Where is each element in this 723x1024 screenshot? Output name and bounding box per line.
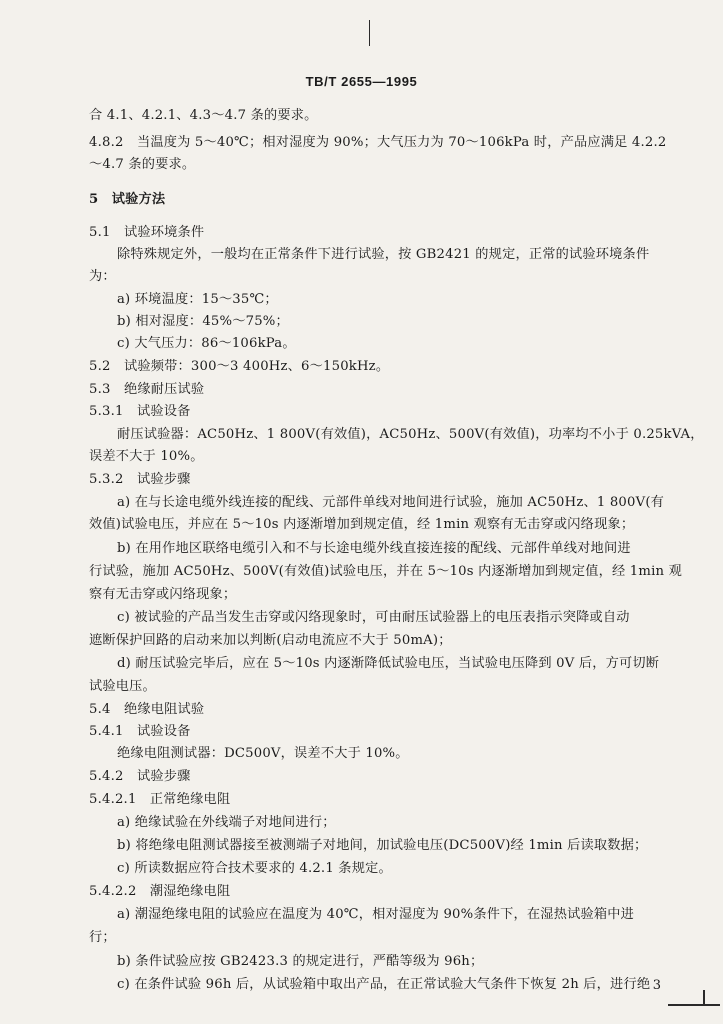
standard-number-header: TB/T 2655—1995	[305, 74, 418, 89]
list-item: b) 将绝缘电阻测试器接至被测端子对地间，加试验电压(DC500V)经 1min 后读取数据；	[117, 838, 648, 853]
text-line: 4.8.2 当温度为 5～40℃；相对湿度为 90%；大气压力为 70～106kPa 时，产品应满足 4.2.2	[89, 135, 667, 150]
subsection-heading: 5.1 试验环境条件	[89, 225, 205, 240]
list-item: a) 潮湿绝缘电阻的试验应在温度为 40℃，相对湿度为 90%条件下，在湿热试验箱中进	[117, 907, 635, 922]
list-item: b) 在用作地区联络电缆引入和不与长途电缆外线直接连接的配线、元部件单线对地间进	[117, 541, 631, 556]
text-line: 误差不大于 10%。	[89, 449, 204, 464]
list-item: b) 相对湿度：45%～75%；	[117, 314, 289, 329]
text-line: 行；	[89, 930, 116, 945]
scan-mark-top	[369, 20, 370, 46]
page-number: 3	[652, 978, 661, 993]
subsection-heading: 5.3 绝缘耐压试验	[89, 382, 205, 397]
subsection-heading: 5.2 试验频带：300～3 400Hz、6～150kHz。	[89, 359, 390, 374]
text-line: ～4.7 条的要求。	[89, 157, 196, 172]
list-item: c) 在条件试验 96h 后，从试验箱中取出产品，在正常试验大气条件下恢复 2h 后，进行绝	[117, 977, 651, 992]
text-line: 合 4.1、4.2.1、4.3～4.7 条的要求。	[89, 108, 318, 123]
subsection-heading: 5.4 绝缘电阻试验	[89, 702, 205, 717]
subsection-heading: 5.3.2 试验步骤	[89, 472, 191, 487]
text-line: 察有无击穿或闪络现象；	[89, 587, 237, 602]
list-item: c) 被试验的产品当发生击穿或闪络现象时，可由耐压试验器上的电压表指示突降或自动	[117, 610, 630, 625]
text-line: 绝缘电阻测试器：DC500V，误差不大于 10%。	[117, 746, 409, 761]
text-line: 行试验，施加 AC50Hz、500V(有效值)试验电压，并在 5～10s 内逐渐增加到规定值，经 1min 观	[89, 564, 682, 579]
text-line: 试验电压。	[89, 679, 156, 694]
list-item: a) 环境温度：15～35℃；	[117, 292, 278, 307]
text-line: 效值)试验电压，并应在 5～10s 内逐渐增加到规定值，经 1min 观察有无击穿或闪络现象；	[89, 517, 635, 532]
text-line: 为：	[89, 269, 116, 284]
list-item: b) 条件试验应按 GB2423.3 的规定进行，严酷等级为 96h；	[117, 954, 484, 969]
list-item: a) 在与长途电缆外线连接的配线、元部件单线对地间进行试验，施加 AC50Hz、1 800V(有	[117, 495, 665, 510]
subsection-heading: 5.4.2 试验步骤	[89, 769, 191, 784]
section-heading: 5 试验方法	[89, 192, 166, 207]
scan-mark-corner	[703, 990, 705, 1006]
list-item: c) 大气压力：86～106kPa。	[117, 336, 296, 351]
text-line: 遮断保护回路的启动来加以判断(启动电流应不大于 50mA)；	[89, 633, 452, 648]
scan-mark-bottom	[668, 1004, 720, 1006]
list-item: d) 耐压试验完毕后，应在 5～10s 内逐渐降低试验电压，当试验电压降到 0V 后，方可切断	[117, 656, 660, 671]
text-line: 耐压试验器：AC50Hz、1 800V(有效值)，AC50Hz、500V(有效值)，功率均不小于 0.25kVA，	[117, 427, 704, 442]
list-item: a) 绝缘试验在外线端子对地间进行；	[117, 815, 336, 830]
subsection-heading: 5.4.1 试验设备	[89, 724, 191, 739]
subsection-heading: 5.4.2.1 正常绝缘电阻	[89, 792, 231, 807]
subsection-heading: 5.4.2.2 潮湿绝缘电阻	[89, 884, 231, 899]
subsection-heading: 5.3.1 试验设备	[89, 404, 191, 419]
list-item: c) 所读数据应符合技术要求的 4.2.1 条规定。	[117, 861, 392, 876]
text-line: 除特殊规定外，一般均在正常条件下进行试验，按 GB2421 的规定，正常的试验环境条件	[117, 247, 650, 262]
